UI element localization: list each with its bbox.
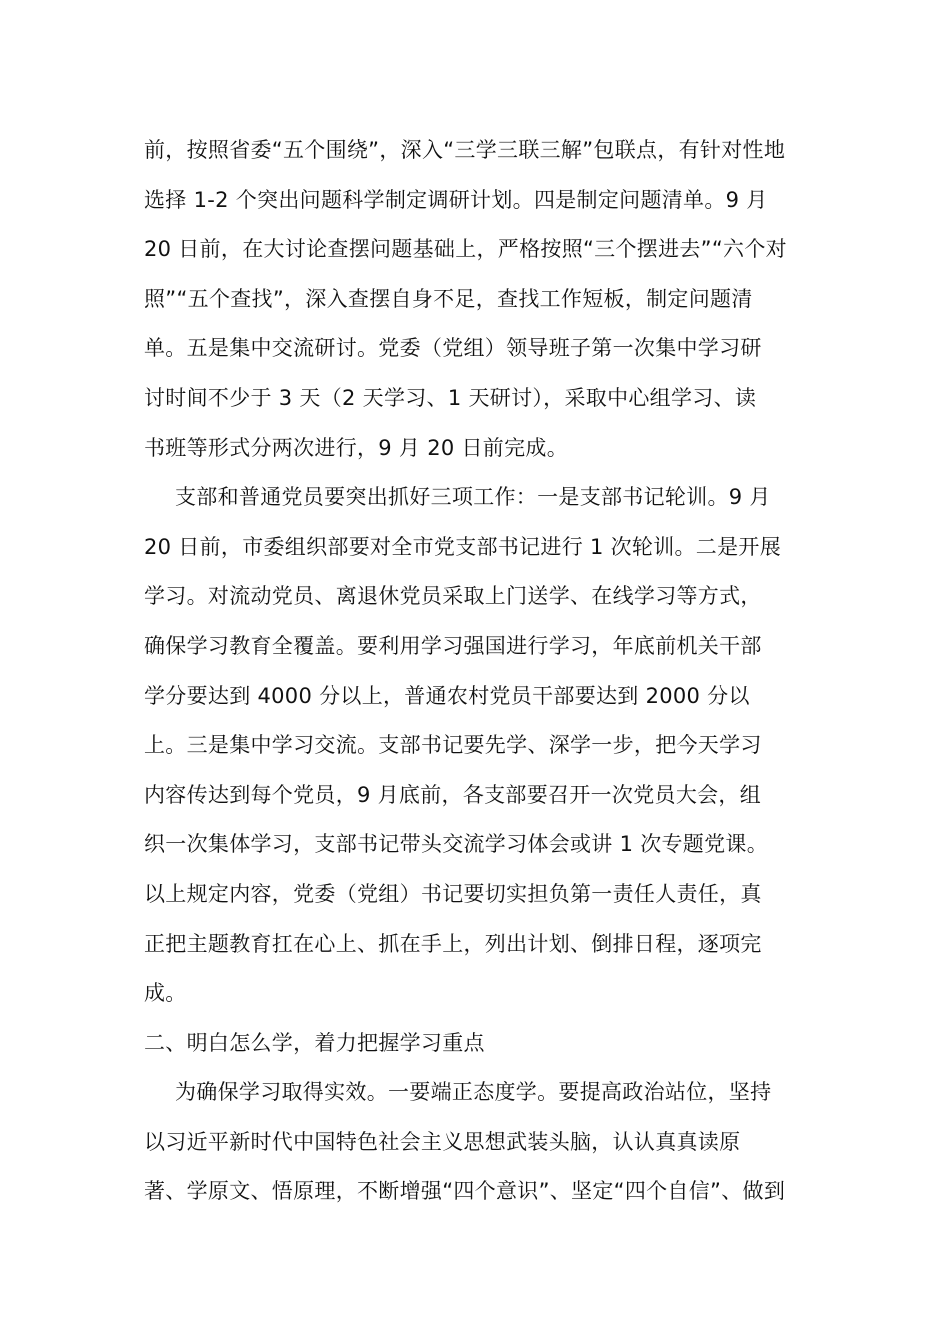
text-line: 20 日前，在大讨论查摆问题基础上，严格按照“三个摆进去”“六个对 [144, 237, 787, 262]
text-line: 织一次集体学习，支部书记带头交流学习体会或讲 1 次专题党课。 [144, 832, 769, 857]
text-line: 选择 1-2 个突出问题科学制定调研计划。四是制定问题清单。9 月 [144, 187, 768, 212]
text-line: 前，按照省委“五个围绕”，深入“三学三联三解”包联点，有针对性地 [144, 138, 786, 162]
text-line: 确保学习教育全覆盖。要利用学习强国进行学习，年底前机关干部 [144, 633, 762, 658]
text-line: 20 日前，市委组织部要对全市党支部书记进行 1 次轮训。二是开展 [144, 534, 782, 559]
paragraph-start-line: 支部和普通党员要突出抓好三项工作：一是支部书记轮训。9 月 [175, 485, 771, 510]
text-line: 学分要达到 4000 分以上，普通农村党员干部要达到 2000 分以 [144, 683, 750, 708]
text-line: 学习。对流动党员、离退休党员采取上门送学、在线学习等方式， [144, 584, 762, 609]
text-line: 书班等形式分两次进行，9 月 20 日前完成。 [144, 435, 569, 460]
text-line: 著、学原文、悟原理，不断增强“四个意识”、坚定“四个自信”、做到 [144, 1179, 786, 1204]
text-line: 单。五是集中交流研讨。党委（党组）领导班子第一次集中学习研 [144, 336, 762, 361]
paragraph-start-line: 为确保学习取得实效。一要端正态度学。要提高政治站位，坚持 [175, 1080, 772, 1105]
text-line: 成。 [144, 981, 187, 1006]
section-heading: 二、明白怎么学，着力把握学习重点 [144, 1030, 485, 1055]
text-line: 内容传达到每个党员，9 月底前，各支部要召开一次党员大会，组 [144, 782, 762, 807]
text-line: 上。三是集中学习交流。支部书记要先学、深学一步，把今天学习 [144, 733, 762, 758]
text-line: 讨时间不少于 3 天（2 天学习、1 天研讨），采取中心组学习、读 [144, 385, 757, 410]
text-line: 以上规定内容，党委（党组）书记要切实担负第一责任人责任，真 [144, 881, 762, 906]
text-line: 以习近平新时代中国特色社会主义思想武装头脑，认认真真读原 [144, 1129, 741, 1154]
text-line: 正把主题教育扛在心上、抓在手上，列出计划、倒排日程，逐项完 [144, 931, 762, 956]
body-text [144, 126, 810, 1217]
text-line: 照”“五个查找”，深入查摆自身不足，查找工作短板，制定问题清 [144, 286, 753, 311]
